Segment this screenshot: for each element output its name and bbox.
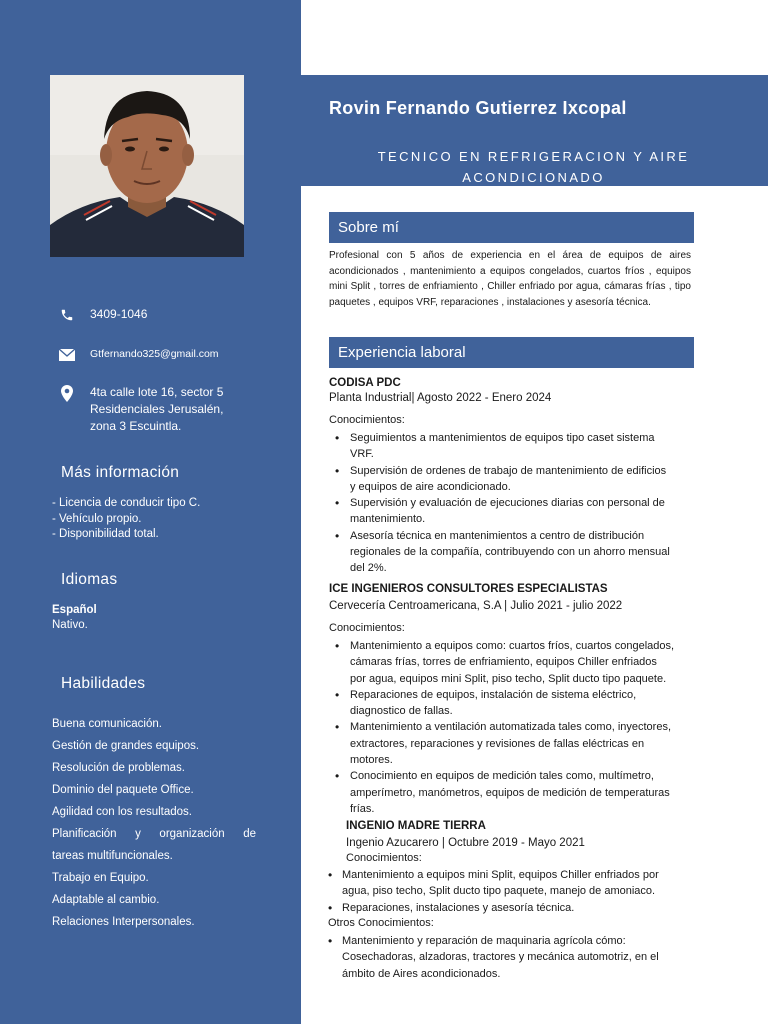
list-item: • Mantenimiento y reparación de maquinaria agrícola cómo: Cosechadoras, alzadoras, tractores y mecánica automotriz, en el ámbito de Aires acondicionados. — [328, 933, 728, 982]
header-band — [301, 75, 768, 186]
email-icon — [58, 346, 76, 364]
more-info-item: - Licencia de conducir tipo C. — [52, 497, 201, 509]
skill-item: Planificación y organización de — [52, 828, 256, 840]
job-company: INGENIO MADRE TIERRA — [346, 820, 486, 832]
skill-item: Agilidad con los resultados. — [52, 806, 192, 818]
job-knowledge-label: Conocimientos: — [329, 622, 405, 634]
profile-photo — [50, 75, 244, 257]
skill-item: Gestión de grandes equipos. — [52, 740, 200, 752]
contact-address — [58, 384, 223, 435]
more-info-heading: Más información — [61, 464, 180, 481]
languages-heading: Idiomas — [61, 571, 118, 588]
list-item: • Mantenimiento a ventilación automatizada tales como, inyectores, extractores, reparaciones y revisiones de fallas eléctricas en motores. — [329, 719, 749, 768]
address-text: 4ta calle lote 16, sector 5 Residenciales Jerusalén, zona 3 Escuintla. — [90, 385, 224, 433]
job-bullets — [328, 933, 728, 982]
skills-list — [52, 713, 256, 933]
more-info-item: - Disponibilidad total. — [52, 528, 159, 540]
list-item: • Supervisión de ordenes de trabajo de mantenimiento de edificios y equipos de aire acondicionado. — [329, 463, 729, 496]
list-item: • Mantenimiento a equipos como: cuartos fríos, cuartos congelados, cámaras frías, torres de enfriamiento, equipos Chiller enfriados por agua, equipos mini Split, piso techo, Split ducto tipo paquete. — [329, 638, 749, 687]
list-item: • Asesoría técnica en mantenimientos a centro de distribución regionales de la compañía, contribuyendo con un ahorro mensual del 2%. — [329, 528, 729, 577]
contact-email — [58, 346, 219, 364]
about-text: Profesional con 5 años de experiencia en el área de equipos de aires acondicionados , mantenimiento a equipos congelados, cuartos fríos , equipos mini Split , torres de enfriamiento , Chiller enfriado por agua, cámaras frías , tipo paquetes , equipos VRF, reparaciones , instalaciones y asesoría técnica. — [329, 250, 691, 308]
more-info-list — [52, 496, 200, 543]
job-title: TECNICO EN REFRIGERACION Y AIRE ACONDICIONADO — [377, 149, 690, 185]
language-name: Español — [52, 604, 97, 616]
contact-phone — [58, 306, 147, 324]
list-item: • Reparaciones, instalaciones y asesoría técnica. — [328, 900, 728, 916]
about-heading: Sobre mí — [329, 212, 694, 243]
list-item: • Seguimientos a mantenimientos de equipos tipo caset sistema VRF. — [329, 430, 729, 463]
location-pin-icon — [58, 384, 76, 402]
skill-item: Relaciones Interpersonales. — [52, 916, 195, 928]
language-level: Nativo. — [52, 619, 88, 631]
job-detail: Ingenio Azucarero | Octubre 2019 - Mayo 2021 — [346, 837, 585, 849]
list-item: • Supervisión y evaluación de ejecuciones diarias con personal de mantenimiento. — [329, 495, 729, 528]
job-bullets — [328, 867, 728, 916]
list-item: • Mantenimiento a equipos mini Split, equipos Chiller enfriados por agua, piso techo, Split ducto tipo paquete, manejo de amoniaco. — [328, 867, 728, 900]
skill-item: Buena comunicación. — [52, 718, 162, 730]
job-company: ICE INGENIEROS CONSULTORES ESPECIALISTAS — [329, 583, 608, 595]
job-company: CODISA PDC — [329, 377, 401, 389]
job-knowledge-label: Conocimientos: — [346, 852, 422, 864]
skills-heading: Habilidades — [61, 675, 146, 692]
skill-item: Resolución de problemas. — [52, 762, 185, 774]
list-item: • Conocimiento en equipos de medición tales como, multímetro, amperímetro, manómetros, equipos de medición de temperaturas frías. — [329, 768, 749, 817]
skill-item: Dominio del paquete Office. — [52, 784, 194, 796]
job-bullets — [329, 638, 749, 817]
phone-number: 3409-1046 — [90, 307, 148, 321]
experience-heading: Experiencia laboral — [329, 337, 694, 368]
sidebar — [0, 0, 301, 1024]
job-detail: Cervecería Centroamericana, S.A | Julio 2021 - julio 2022 — [329, 600, 623, 612]
skill-item: Adaptable al cambio. — [52, 894, 160, 906]
more-info-item: - Vehículo propio. — [52, 512, 142, 525]
phone-icon — [58, 306, 76, 324]
job-detail: Planta Industrial| Agosto 2022 - Enero 2024 — [329, 392, 552, 404]
list-item: • Reparaciones de equipos, instalación de sistema eléctrico, diagnostico de fallas. — [329, 687, 749, 720]
skill-item: Trabajo en Equipo. — [52, 872, 149, 884]
email-address: Gtfernando325@gmail.com — [90, 348, 219, 360]
job-knowledge-label: Conocimientos: — [329, 414, 405, 426]
job-other-knowledge-label: Otros Conocimientos: — [328, 917, 434, 929]
skill-item: tareas multifuncionales. — [52, 850, 173, 862]
full-name: Rovin Fernando Gutierrez Ixcopal — [329, 98, 627, 118]
job-bullets — [329, 430, 729, 577]
